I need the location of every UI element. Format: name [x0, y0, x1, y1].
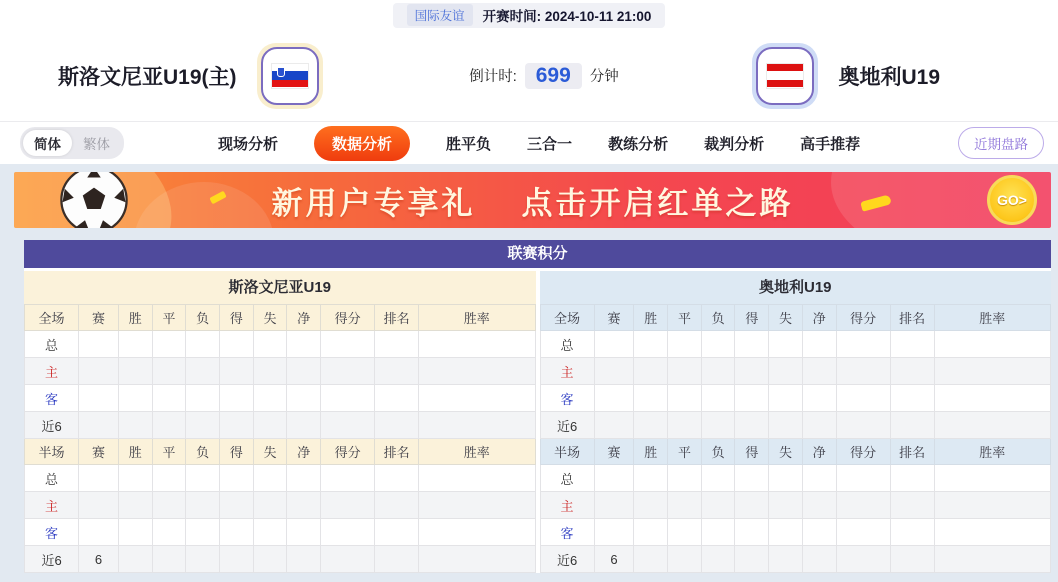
nav-item[interactable]: 裁判分析: [704, 135, 765, 153]
table-cell: [701, 331, 735, 358]
table-cell: [594, 331, 634, 358]
table-cell: [79, 492, 119, 519]
table-cell: [634, 358, 668, 385]
row-label: 总: [540, 465, 594, 492]
column-header: 赛: [79, 439, 119, 465]
table-cell: [836, 331, 890, 358]
table-cell: [186, 519, 220, 546]
table-cell: [419, 546, 535, 573]
table-cell: [634, 546, 668, 573]
table-cell: [287, 465, 321, 492]
table-cell: [934, 358, 1050, 385]
nav-items: [218, 126, 860, 161]
column-header: 得: [219, 439, 253, 465]
table-row: [540, 385, 1051, 412]
column-header: 失: [253, 305, 287, 331]
column-header: 得分: [836, 305, 890, 331]
nav-item[interactable]: 高手推荐: [800, 135, 861, 153]
slovenia-flag-icon: [272, 64, 308, 88]
table-cell: [701, 519, 735, 546]
row-label: 近6: [25, 412, 79, 439]
row-label: 客: [25, 519, 79, 546]
column-header: 负: [186, 305, 220, 331]
table-cell: [118, 546, 152, 573]
kickoff-time: 开赛时间: 2024-10-11 21:00: [482, 9, 652, 24]
table-cell: [152, 492, 186, 519]
table-cell: [253, 465, 287, 492]
column-header: 胜: [118, 439, 152, 465]
home-flag-box: [261, 47, 319, 105]
table-cell: [118, 331, 152, 358]
banner-text-1: 新用户专享礼: [271, 185, 476, 221]
table-cell: 6: [594, 546, 634, 573]
table-cell: [769, 331, 803, 358]
column-header: 得分: [836, 439, 890, 465]
table-cell: [186, 385, 220, 412]
table-cell: [735, 331, 769, 358]
row-label: 客: [25, 385, 79, 412]
table-cell: [219, 385, 253, 412]
table-cell: [79, 412, 119, 439]
column-header: 失: [769, 305, 803, 331]
table-cell: [79, 331, 119, 358]
away-flag-box: [756, 47, 814, 105]
table-cell: [934, 492, 1050, 519]
table-cell: [375, 492, 419, 519]
league-points-title: 联赛积分: [24, 240, 1051, 268]
table-cell: [634, 385, 668, 412]
table-row: [540, 358, 1051, 385]
table-cell: [287, 412, 321, 439]
column-header: 半场: [25, 439, 79, 465]
column-header: 排名: [375, 305, 419, 331]
row-label: 主: [540, 492, 594, 519]
table-cell: [594, 358, 634, 385]
table-cell: [769, 412, 803, 439]
row-label: 主: [25, 358, 79, 385]
table-cell: [152, 546, 186, 573]
column-header: 赛: [594, 439, 634, 465]
countdown-label: 倒计时:: [469, 69, 517, 85]
table-cell: [253, 519, 287, 546]
nav-item[interactable]: 胜平负: [446, 135, 492, 153]
table-cell: [321, 385, 375, 412]
table-cell: [419, 519, 535, 546]
table-cell: [287, 546, 321, 573]
home-team-name: 斯洛文尼亚U19(主): [58, 65, 237, 89]
table-cell: [419, 358, 535, 385]
table-cell: [634, 519, 668, 546]
table-cell: [118, 492, 152, 519]
table-cell: [321, 331, 375, 358]
table-cell: [890, 546, 934, 573]
lang-simplified[interactable]: 简体: [23, 130, 72, 156]
table-cell: [890, 492, 934, 519]
row-label: 近6: [540, 412, 594, 439]
go-button[interactable]: GO>: [987, 175, 1037, 225]
table-cell: [701, 412, 735, 439]
promo-banner[interactable]: [14, 172, 1051, 228]
column-header: 负: [186, 439, 220, 465]
table-cell: [668, 385, 702, 412]
column-header: 赛: [79, 305, 119, 331]
table-cell: [321, 492, 375, 519]
table-cell: [802, 331, 836, 358]
column-header: 得: [735, 439, 769, 465]
table-cell: [934, 546, 1050, 573]
table-cell: [836, 465, 890, 492]
table-row: [540, 519, 1051, 546]
column-header: 排名: [890, 439, 934, 465]
row-label: 总: [25, 465, 79, 492]
team-table: [540, 271, 1052, 573]
table-cell: [419, 465, 535, 492]
table-cell: [219, 546, 253, 573]
table-cell: [668, 546, 702, 573]
table-cell: [890, 519, 934, 546]
recent-odds-button[interactable]: 近期盘路: [958, 127, 1044, 159]
table-cell: [934, 331, 1050, 358]
table-cell: [735, 519, 769, 546]
table-cell: [321, 358, 375, 385]
away-team-name: 奥地利U19: [838, 65, 940, 89]
table-cell: 6: [79, 546, 119, 573]
table-cell: [375, 358, 419, 385]
table-cell: [375, 519, 419, 546]
table-cell: [118, 412, 152, 439]
table-cell: [375, 465, 419, 492]
table-cell: [79, 358, 119, 385]
table-cell: [419, 492, 535, 519]
table-cell: [890, 465, 934, 492]
table-cell: [735, 412, 769, 439]
table-cell: [287, 385, 321, 412]
league-points-card: [24, 240, 1051, 573]
column-header: 净: [802, 305, 836, 331]
away-team: [752, 43, 940, 109]
table-cell: [287, 492, 321, 519]
table-row: [540, 412, 1051, 439]
table-cell: [668, 519, 702, 546]
table-cell: [634, 465, 668, 492]
table-cell: [118, 358, 152, 385]
table-cell: [701, 546, 735, 573]
column-header: 负: [701, 439, 735, 465]
table-cell: [634, 412, 668, 439]
table-cell: [253, 412, 287, 439]
column-header: 胜率: [934, 305, 1050, 331]
column-header: 平: [152, 439, 186, 465]
column-header: 赛: [594, 305, 634, 331]
table-cell: [253, 358, 287, 385]
table-cell: [836, 412, 890, 439]
table-cell: [701, 385, 735, 412]
table-cell: [735, 492, 769, 519]
table-cell: [836, 358, 890, 385]
navbar: [0, 122, 1058, 164]
table-cell: [735, 358, 769, 385]
table-cell: [934, 465, 1050, 492]
table-cell: [735, 546, 769, 573]
column-header: 半场: [540, 439, 594, 465]
column-header: 胜率: [419, 305, 535, 331]
row-label: 总: [25, 331, 79, 358]
table-cell: [769, 465, 803, 492]
lang-traditional[interactable]: 繁体: [83, 137, 110, 152]
table-cell: [890, 358, 934, 385]
table-row: [25, 546, 536, 573]
countdown-value: 699: [525, 63, 582, 89]
table-cell: [769, 519, 803, 546]
table-cell: [152, 519, 186, 546]
banner-text: [14, 172, 1051, 228]
table-cell: [321, 465, 375, 492]
table-cell: [79, 519, 119, 546]
table-cell: [118, 519, 152, 546]
table-cell: [186, 546, 220, 573]
table-cell: [735, 385, 769, 412]
countdown: [469, 63, 619, 89]
column-header: 得: [735, 305, 769, 331]
table-cell: [287, 519, 321, 546]
table-cell: [219, 358, 253, 385]
table-cell: [253, 546, 287, 573]
table-cell: [594, 412, 634, 439]
table-cell: [802, 546, 836, 573]
table-cell: [152, 331, 186, 358]
table-row: [25, 331, 536, 358]
column-header: 平: [152, 305, 186, 331]
table-cell: [802, 385, 836, 412]
austria-flag-icon: [767, 64, 803, 88]
team-table-title: 斯洛文尼亚U19: [24, 271, 536, 304]
table-cell: [890, 385, 934, 412]
column-header: 排名: [890, 305, 934, 331]
column-header: 全场: [540, 305, 594, 331]
table-cell: [152, 385, 186, 412]
table-cell: [375, 331, 419, 358]
table-cell: [802, 465, 836, 492]
table-cell: [219, 492, 253, 519]
table-cell: [701, 358, 735, 385]
nav-item[interactable]: 数据分析: [314, 126, 410, 161]
table-cell: [79, 385, 119, 412]
table-cell: [634, 492, 668, 519]
table-cell: [769, 358, 803, 385]
table-cell: [735, 465, 769, 492]
topbar: [0, 0, 1058, 30]
table-cell: [118, 465, 152, 492]
row-label: 主: [25, 492, 79, 519]
table-cell: [890, 331, 934, 358]
table-cell: [836, 492, 890, 519]
column-header: 失: [253, 439, 287, 465]
table-cell: [769, 492, 803, 519]
table-cell: [287, 358, 321, 385]
table-cell: [152, 358, 186, 385]
column-header: 得分: [321, 305, 375, 331]
table-cell: [321, 519, 375, 546]
table-row: [25, 412, 536, 439]
column-header: 胜率: [934, 439, 1050, 465]
column-header: 平: [668, 305, 702, 331]
column-header: 胜: [118, 305, 152, 331]
table-cell: [802, 412, 836, 439]
table-cell: [668, 412, 702, 439]
column-header: 排名: [375, 439, 419, 465]
table-cell: [769, 385, 803, 412]
row-label: 近6: [540, 546, 594, 573]
table-cell: [186, 412, 220, 439]
table-row: [25, 385, 536, 412]
table-row: [540, 492, 1051, 519]
table-cell: [668, 492, 702, 519]
column-header: 得: [219, 305, 253, 331]
countdown-unit: 分钟: [589, 69, 619, 85]
table-cell: [419, 385, 535, 412]
table-row: [25, 465, 536, 492]
table-cell: [186, 492, 220, 519]
nav-item[interactable]: 教练分析: [608, 135, 669, 153]
table-cell: [836, 519, 890, 546]
table-halves: [24, 268, 1051, 573]
table-row: [25, 519, 536, 546]
table-cell: [594, 385, 634, 412]
table-cell: [890, 412, 934, 439]
table-cell: [701, 492, 735, 519]
column-header: 全场: [25, 305, 79, 331]
table-cell: [219, 412, 253, 439]
team-table: [24, 271, 536, 573]
column-header: 胜: [634, 439, 668, 465]
table-cell: [375, 412, 419, 439]
match-info-box: [393, 3, 666, 28]
table-cell: [321, 546, 375, 573]
table-cell: [253, 331, 287, 358]
row-label: 近6: [25, 546, 79, 573]
column-header: 胜: [634, 305, 668, 331]
table-cell: [934, 385, 1050, 412]
home-team: [58, 43, 323, 109]
table-cell: [802, 492, 836, 519]
table-cell: [219, 331, 253, 358]
table-cell: [701, 465, 735, 492]
home-flag-ring: [257, 43, 323, 109]
column-header: 失: [769, 439, 803, 465]
table-cell: [836, 546, 890, 573]
row-label: 客: [540, 385, 594, 412]
table-cell: [802, 519, 836, 546]
table-cell: [253, 492, 287, 519]
column-header: 负: [701, 305, 735, 331]
team-table-title: 奥地利U19: [540, 271, 1052, 304]
row-label: 主: [540, 358, 594, 385]
nav-item[interactable]: 现场分析: [218, 135, 279, 153]
table-row: [540, 546, 1051, 573]
table-row: [540, 331, 1051, 358]
table-cell: [152, 465, 186, 492]
table-row: [540, 465, 1051, 492]
column-header: 得分: [321, 439, 375, 465]
column-header: 净: [287, 439, 321, 465]
table-cell: [934, 412, 1050, 439]
table-cell: [668, 465, 702, 492]
banner-text-2: 点击开启红单之路: [521, 185, 794, 221]
table-cell: [253, 385, 287, 412]
table-cell: [594, 519, 634, 546]
table-cell: [219, 465, 253, 492]
row-label: 客: [540, 519, 594, 546]
column-header: 净: [287, 305, 321, 331]
table-cell: [219, 519, 253, 546]
table-cell: [375, 385, 419, 412]
table-cell: [152, 412, 186, 439]
away-flag-ring: [752, 43, 818, 109]
table-row: [25, 492, 536, 519]
table-cell: [419, 331, 535, 358]
table-cell: [79, 465, 119, 492]
column-header: 平: [668, 439, 702, 465]
language-toggle[interactable]: [20, 127, 124, 159]
table-cell: [934, 519, 1050, 546]
league-badge: 国际友谊: [407, 4, 473, 26]
table-cell: [287, 331, 321, 358]
table-cell: [419, 412, 535, 439]
row-label: 总: [540, 331, 594, 358]
table-cell: [186, 331, 220, 358]
match-header: [0, 30, 1058, 122]
table-cell: [321, 412, 375, 439]
table-cell: [668, 358, 702, 385]
table-cell: [594, 465, 634, 492]
table-cell: [634, 331, 668, 358]
table-row: [25, 358, 536, 385]
table-cell: [186, 358, 220, 385]
table-cell: [769, 546, 803, 573]
table-cell: [186, 465, 220, 492]
table-cell: [118, 385, 152, 412]
table-cell: [375, 546, 419, 573]
table-cell: [802, 358, 836, 385]
table-cell: [594, 492, 634, 519]
nav-item[interactable]: 三合一: [527, 135, 573, 153]
table-cell: [668, 331, 702, 358]
table-cell: [836, 385, 890, 412]
column-header: 净: [802, 439, 836, 465]
column-header: 胜率: [419, 439, 535, 465]
